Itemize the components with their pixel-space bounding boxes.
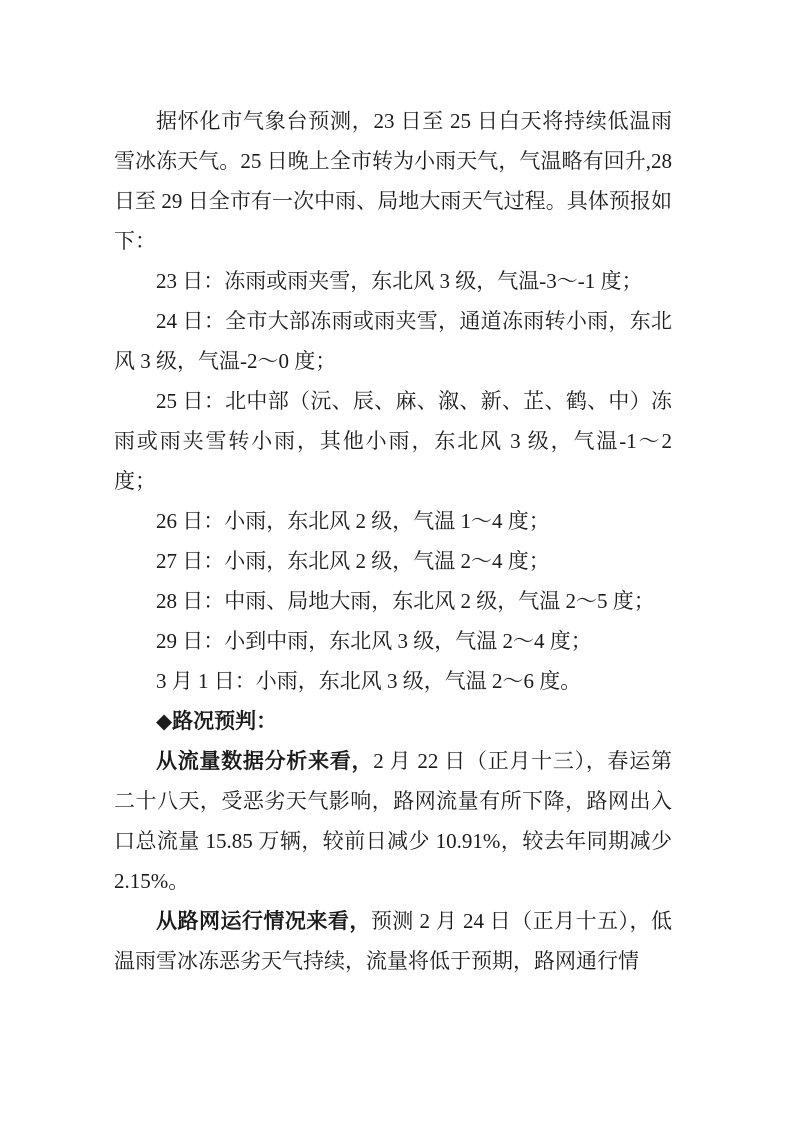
- network-status-paragraph: [114, 901, 672, 981]
- forecast-line-24: 24 日：全市大部冻雨或雨夹雪，通道冻雨转小雨，东北风 3 级，气温-2～0 度；: [114, 309, 672, 373]
- network-status-lead: 从路网运行情况来看，: [156, 909, 371, 933]
- traffic-flow-paragraph: [114, 741, 672, 901]
- forecast-line-26: 26 日：小雨，东北风 2 级，气温 1～4 度；: [156, 509, 550, 533]
- section-heading-label: 路况预判：: [172, 709, 278, 733]
- diamond-icon: ◆: [156, 709, 173, 733]
- traffic-flow-body: 2 月 22 日（正月十三），春运第二十八天，受恶劣天气影响，路网流量有所下降，路网出入口总流量 15.85 万辆，较前日减少 10.91%，较去年同期减少 2.15%。: [114, 749, 672, 893]
- forecast-line-23: 23 日：冻雨或雨夹雪，东北风 3 级，气温-3～-1 度；: [156, 269, 643, 293]
- forecast-line-27: 27 日：小雨，东北风 2 级，气温 2～4 度；: [156, 549, 550, 573]
- traffic-flow-lead: 从流量数据分析来看，: [156, 749, 374, 773]
- network-status-body: 预测 2 月 24 日（正月十五），低温雨雪冰冻恶劣天气持续，流量将低于预期，路网通行情: [114, 909, 673, 973]
- forecast-line-29: 29 日：小到中雨，东北风 3 级，气温 2～4 度；: [156, 629, 592, 653]
- document-body: [114, 101, 672, 981]
- section-heading: [114, 701, 672, 741]
- intro-paragraph: 据怀化市气象台预测，23 日至 25 日白天将持续低温雨雪冰冻天气。25 日晚上全市转为小雨天气，气温略有回升,28 日至 29 日全市有一次中雨、局地大雨天气过程。具体预报如下：: [114, 109, 672, 253]
- forecast-line-28: 28 日：中雨、局地大雨，东北风 2 级，气温 2～5 度；: [156, 589, 655, 613]
- forecast-line-25: 25 日：北中部（沅、辰、麻、溆、新、芷、鹤、中）冻雨或雨夹雪转小雨，其他小雨，东北风 3 级，气温-1～2 度；: [114, 389, 672, 493]
- forecast-line-mar1: 3 月 1 日：小雨，东北风 3 级，气温 2～6 度。: [156, 669, 582, 693]
